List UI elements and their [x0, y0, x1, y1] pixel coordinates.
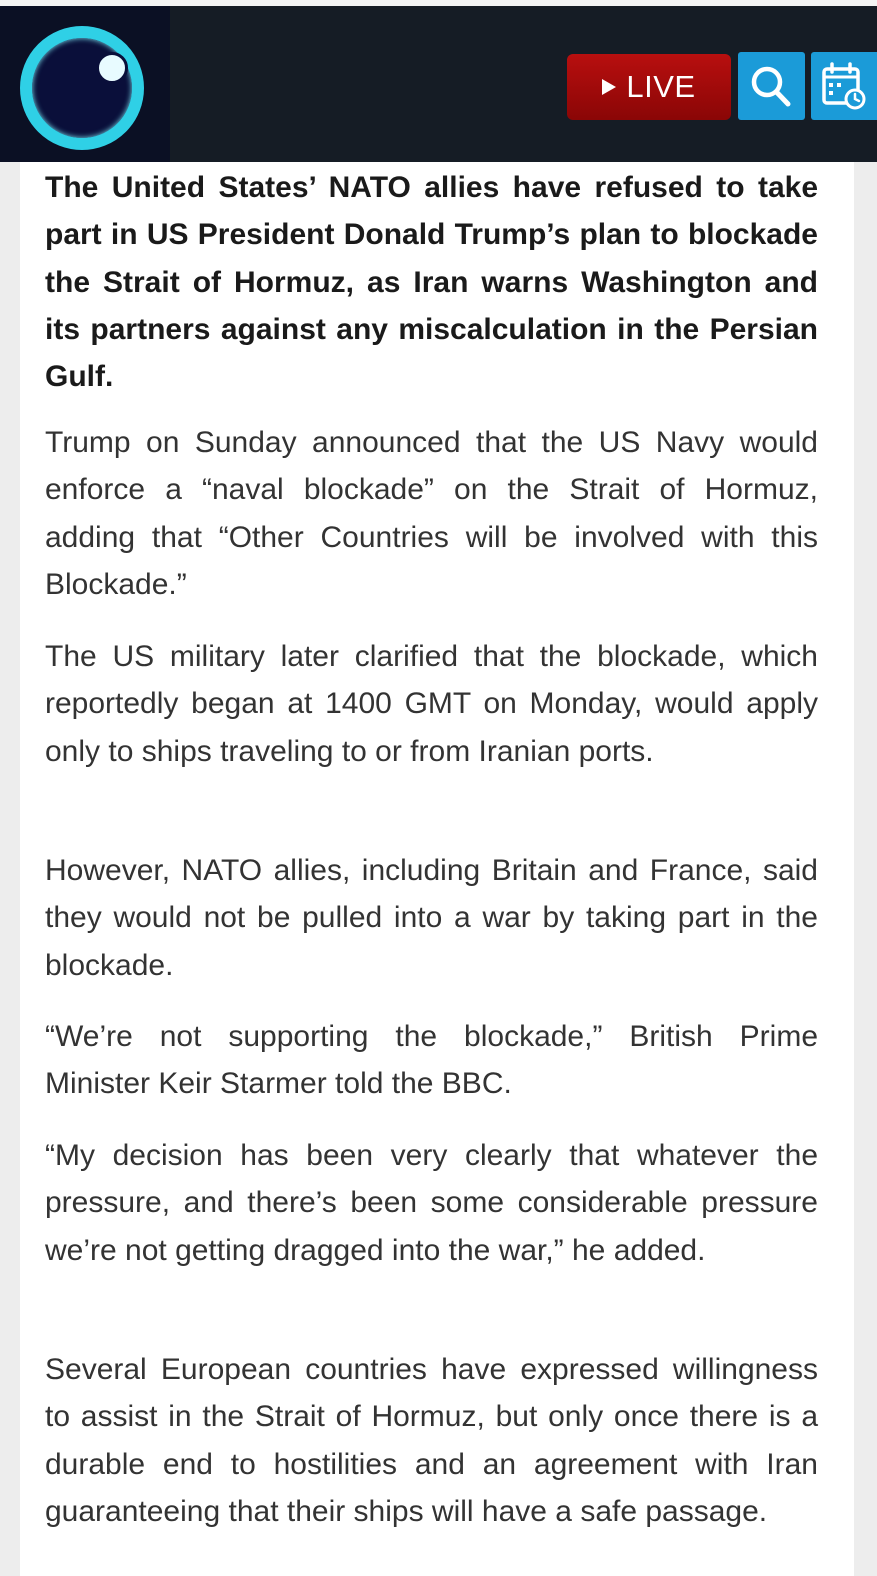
article-paragraph: Trump on Sunday announced that the US Navy would enforce a “naval blockade” on the Strait of Hormuz, adding that “Other Countries will be involved with this Blockade.” [45, 426, 818, 601]
calendar-clock-icon [811, 52, 877, 120]
search-button[interactable] [738, 52, 805, 120]
play-icon [602, 79, 616, 95]
logo-ring-icon [20, 26, 144, 150]
article-body [20, 162, 854, 1576]
logo-dot-icon [96, 52, 128, 84]
article-paragraph: Several European countries have expressed willingness to assist in the Strait of Hormuz, but only once there is a durable end to hostilities and an agreement with Iran guaranteeing that their ships will have a safe passage. [45, 1353, 818, 1528]
article-paragraph: “We’re not supporting the blockade,” British Prime Minister Keir Starmer told the BBC. [45, 1020, 818, 1101]
top-navigation-bar [0, 0, 877, 162]
live-label: LIVE [626, 69, 696, 104]
article-lead-paragraph: The United States’ NATO allies have refused to take part in US President Donald Trump’s plan to blockade the Strait of Hormuz, as Iran warns Washington and its partners against any miscalculation in the Persian Gulf. [45, 171, 818, 394]
search-icon [738, 52, 805, 120]
channel-logo[interactable] [0, 6, 170, 162]
calendar-button[interactable] [811, 52, 877, 120]
live-button[interactable] [567, 54, 731, 120]
article-paragraph: The US military later clarified that the blockade, which reportedly began at 1400 GMT on Monday, would apply only to ships traveling to or from Iranian ports. [45, 640, 818, 768]
article-paragraph: “My decision has been very clearly that whatever the pressure, and there’s been some considerable pressure we’re not getting dragged into the war,” he added. [45, 1139, 818, 1267]
article-paragraph: However, NATO allies, including Britain and France, said they would not be pulled into a war by taking part in the blockade. [45, 854, 818, 982]
